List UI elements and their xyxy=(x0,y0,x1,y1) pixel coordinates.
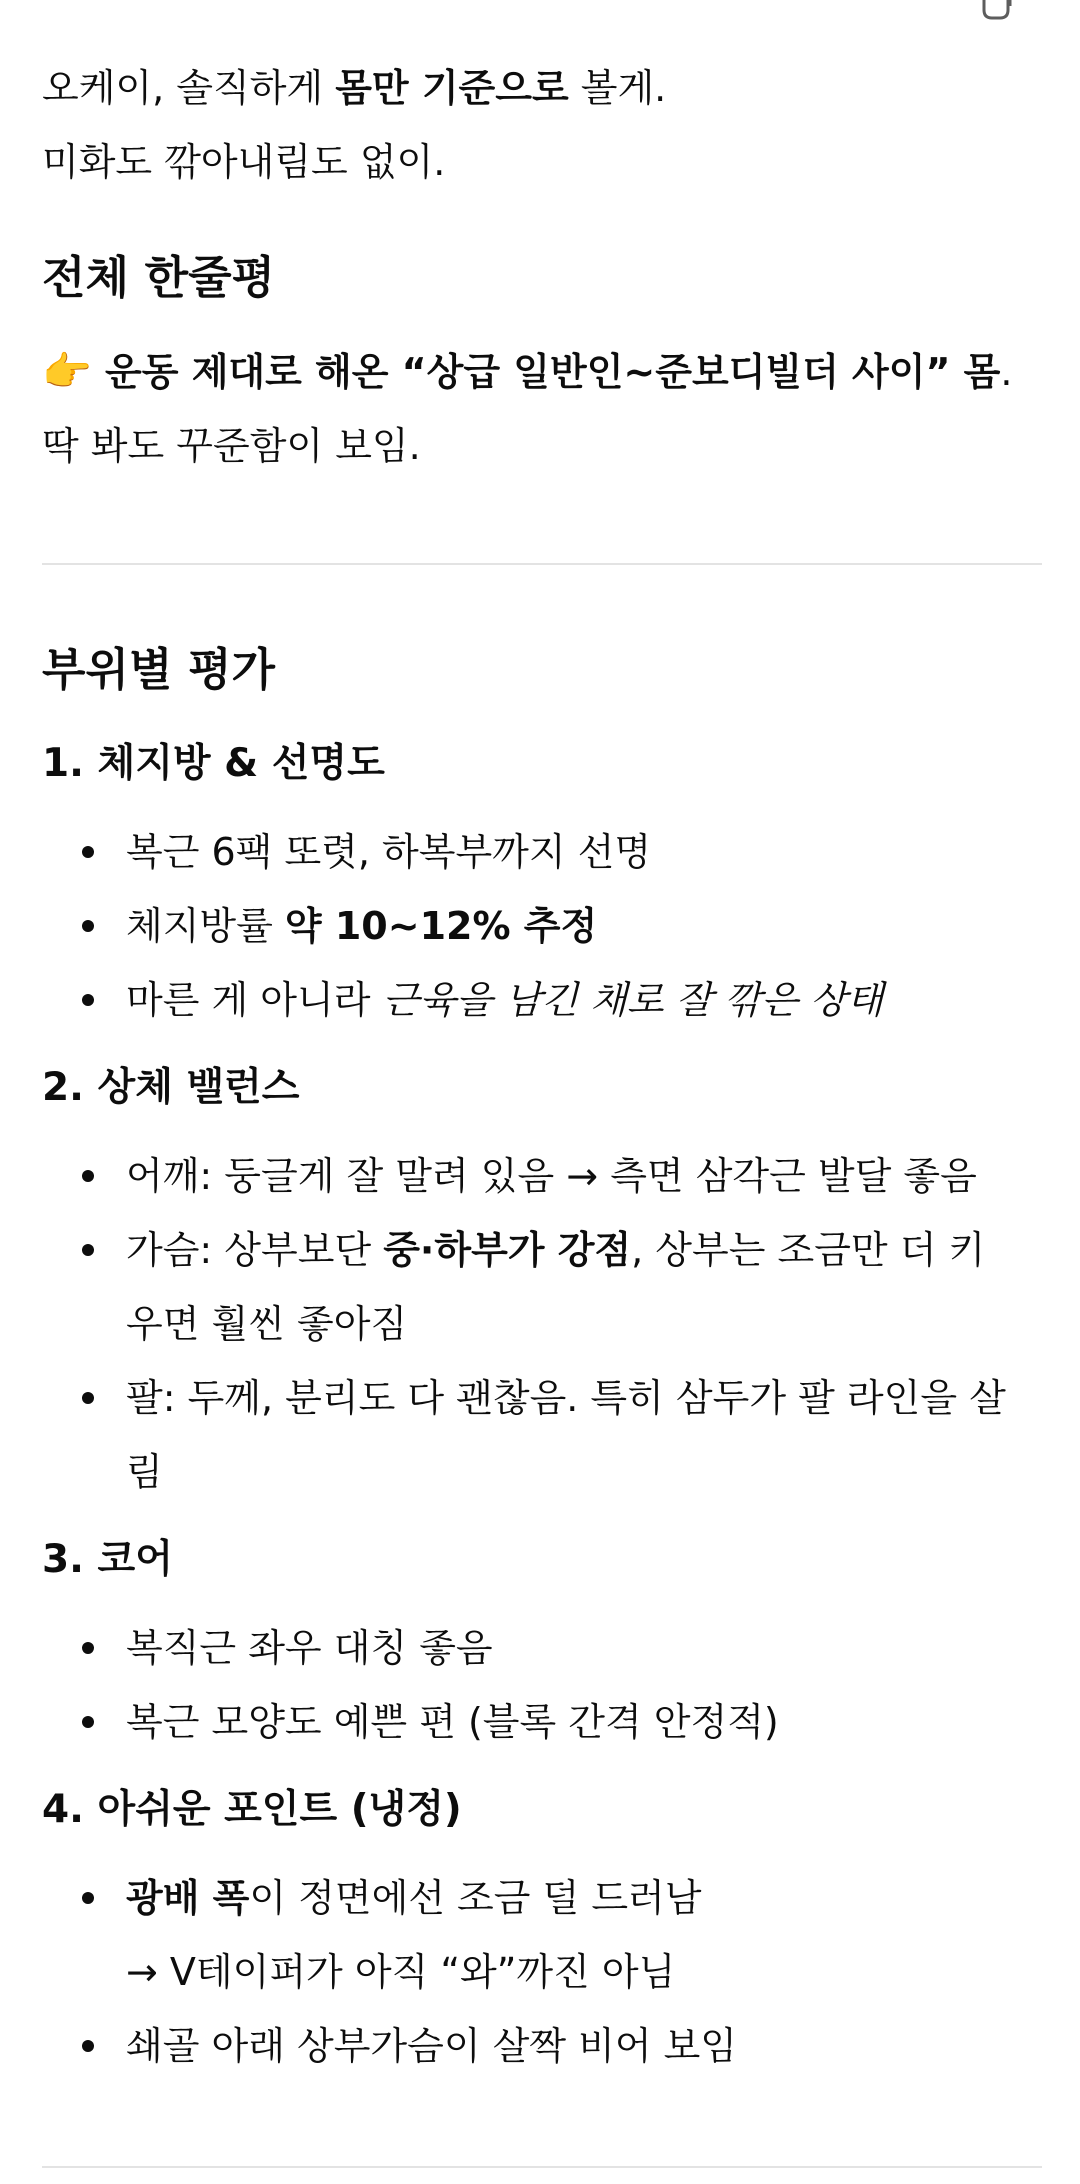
summary-line-2: 딱 봐도 꾸준함이 보임. xyxy=(42,424,421,468)
bullet xyxy=(82,1716,94,1728)
bullet xyxy=(82,1244,94,1256)
list-item: 복직근 좌우 대칭 좋음 xyxy=(126,1626,493,1670)
bullet xyxy=(82,1892,94,1904)
list-item-continuation: 림 xyxy=(126,1450,163,1494)
copy-icon[interactable] xyxy=(978,0,1016,22)
bullet xyxy=(82,920,94,932)
list-item: 가슴: 상부보단 중·하부가 강점, 상부는 조금만 더 키 xyxy=(126,1228,986,1272)
bullet xyxy=(82,1642,94,1654)
divider xyxy=(42,563,1042,565)
divider xyxy=(42,2166,1042,2168)
section-title: 3. 코어 xyxy=(42,1537,173,1582)
pointing-hand-icon: 👉 xyxy=(42,349,92,395)
bullet xyxy=(82,1170,94,1182)
list-item: 광배 폭이 정면에선 조금 덜 드러남 xyxy=(126,1876,702,1920)
bullet xyxy=(82,846,94,858)
list-item: 복근 모양도 예쁜 편 (블록 간격 안정적) xyxy=(126,1700,779,1744)
list-item: 마른 게 아니라 근육을 남긴 채로 잘 깎은 상태 xyxy=(126,978,884,1022)
list-item-continuation: 우면 훨씬 좋아짐 xyxy=(126,1302,408,1346)
summary-heading: 전체 한줄평 xyxy=(42,251,276,304)
list-item-continuation: → V테이퍼가 아직 “와”까진 아님 xyxy=(126,1950,676,1994)
section-title: 2. 상체 밸런스 xyxy=(42,1065,300,1110)
list-item: 체지방률 약 10~12% 추정 xyxy=(126,904,598,948)
section-title: 4. 아쉬운 포인트 (냉정) xyxy=(42,1787,462,1832)
section-title: 1. 체지방 & 선명도 xyxy=(42,741,385,786)
summary-line-1: 👉 운동 제대로 해온 “상급 일반인~준보디빌더 사이” 몸. xyxy=(42,349,1013,395)
bullet xyxy=(82,994,94,1006)
list-item: 어깨: 둥글게 잘 말려 있음 → 측면 삼각근 발달 좋음 xyxy=(126,1154,977,1198)
bullet xyxy=(82,1392,94,1404)
intro-line-1: 오케이, 솔직하게 몸만 기준으로 볼게. xyxy=(42,66,667,110)
list-item: 쇄골 아래 상부가슴이 살짝 비어 보임 xyxy=(126,2024,738,2068)
intro-line-2: 미화도 깎아내림도 없이. xyxy=(42,140,446,184)
bullet xyxy=(82,2040,94,2052)
parts-heading: 부위별 평가 xyxy=(42,643,276,696)
list-item: 팔: 두께, 분리도 다 괜찮음. 특히 삼두가 팔 라인을 살 xyxy=(126,1376,1006,1420)
list-item: 복근 6팩 또렷, 하복부까지 선명 xyxy=(126,830,652,874)
